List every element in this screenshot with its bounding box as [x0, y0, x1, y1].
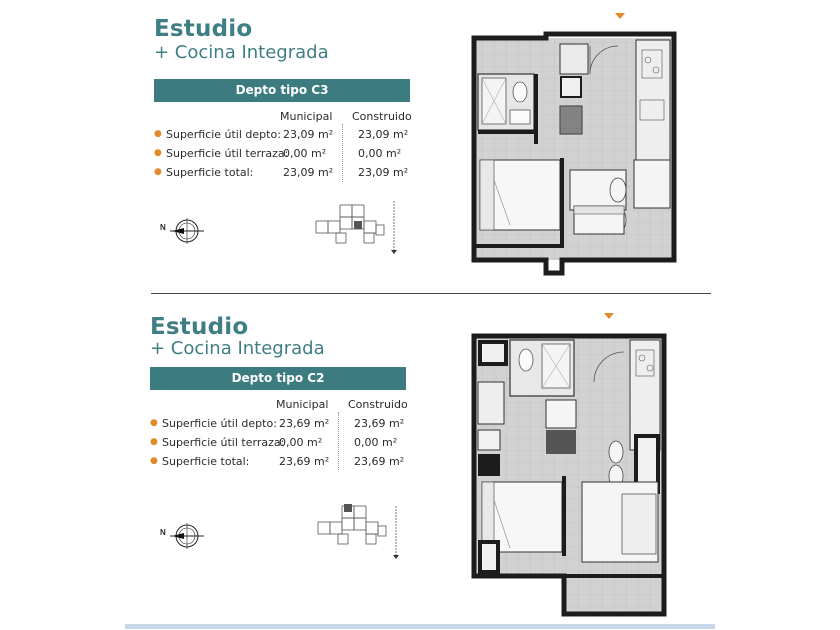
- area-row-municipal: 0,00 m²: [283, 147, 327, 160]
- floor-plan-c2: [470, 330, 670, 620]
- unit-subtitle: + Cocina Integrada: [150, 338, 325, 359]
- bullet-icon: ●: [150, 456, 158, 466]
- area-row-construido: 23,69 m²: [354, 417, 405, 430]
- unit-type-bar: Depto tipo C2: [150, 367, 406, 390]
- area-row-label: Superficie total:: [166, 166, 254, 179]
- keymap-icon: [312, 498, 408, 564]
- area-row: [154, 128, 414, 146]
- bullet-icon: ●: [154, 167, 162, 177]
- area-row: [150, 455, 410, 473]
- area-row-municipal: 23,09 m²: [283, 166, 334, 179]
- area-row-label: Superficie útil depto:: [162, 417, 277, 430]
- unit-title: Estudio: [154, 16, 253, 42]
- area-row-construido: 23,09 m²: [358, 166, 409, 179]
- area-row: [154, 166, 414, 184]
- bullet-icon: ●: [154, 129, 162, 139]
- keymap-icon: [306, 193, 402, 259]
- entrance-arrow-icon: [604, 313, 614, 319]
- compass-north-label: N: [160, 223, 166, 232]
- area-row-label: Superficie útil terraza:: [166, 147, 289, 160]
- area-row: [150, 417, 410, 435]
- column-header-municipal: Municipal: [280, 110, 333, 123]
- unit-type-bar: Depto tipo C3: [154, 79, 410, 102]
- bullet-icon: ●: [150, 437, 158, 447]
- area-row-municipal: 23,09 m²: [283, 128, 334, 141]
- bullet-icon: ●: [154, 148, 162, 158]
- area-row-label: Superficie útil depto:: [166, 128, 281, 141]
- footer-bar: [125, 624, 715, 629]
- area-row-construido: 0,00 m²: [354, 436, 398, 449]
- section-divider: [151, 293, 711, 294]
- column-header-construido: Construido: [348, 398, 408, 411]
- entrance-arrow-icon: [615, 13, 625, 19]
- compass-icon: [160, 216, 206, 246]
- area-row-construido: 23,69 m²: [354, 455, 405, 468]
- area-row: [154, 147, 414, 165]
- bullet-icon: ●: [150, 418, 158, 428]
- unit-subtitle: + Cocina Integrada: [154, 42, 329, 63]
- area-row-construido: 0,00 m²: [358, 147, 402, 160]
- area-row-label: Superficie total:: [162, 455, 250, 468]
- area-row-municipal: 23,69 m²: [279, 417, 330, 430]
- area-row-construido: 23,09 m²: [358, 128, 409, 141]
- column-header-construido: Construido: [352, 110, 412, 123]
- area-row: [150, 436, 410, 454]
- area-row-municipal: 0,00 m²: [279, 436, 323, 449]
- area-row-label: Superficie útil terraza:: [162, 436, 285, 449]
- compass-icon: [160, 521, 206, 551]
- area-row-municipal: 23,69 m²: [279, 455, 330, 468]
- compass-north-label: N: [160, 528, 166, 537]
- floor-plan-c3: [470, 30, 680, 276]
- unit-title: Estudio: [150, 314, 249, 340]
- column-header-municipal: Municipal: [276, 398, 329, 411]
